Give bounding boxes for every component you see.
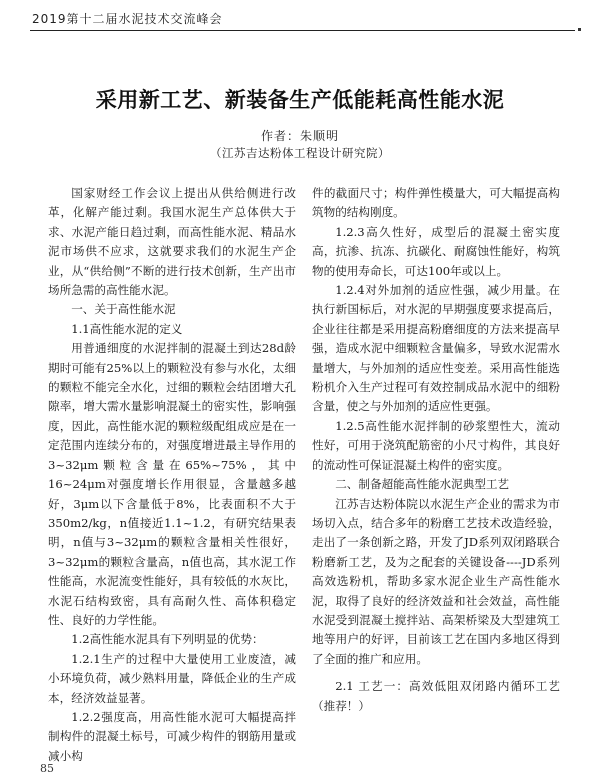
paragraph-advantage-1-2-3: 1.2.3高久性好，成型后的混凝土密实度高，抗渗、抗冻、抗碳化、耐腐蚀性能好，构筑物的使用寿命长，可达100年或以上。 — [312, 224, 560, 278]
article-title: 采用新工艺、新装备生产低能耗高性能水泥 — [95, 88, 505, 112]
page-number: 85 — [40, 762, 54, 775]
subsection-heading-1-1: 1.1高性能水泥的定义 — [71, 321, 183, 336]
subsection-heading-2-1: 2.1 工艺一：高效低阻双闭路内循环工艺（推荐！） — [312, 679, 560, 713]
article-author: 作者：朱顺明 — [260, 129, 339, 143]
paragraph-advantage-1-2-5: 1.2.5高性能水泥拌制的砂浆塑性大，流动性好，可用于浇筑配筋密的小尺寸构件，其良好的流动性可保证混凝土构件的密实度。 — [312, 418, 560, 472]
paragraph-process-intro: 江苏吉达粉体院以水泥生产企业的需求为市场切入点，结合多年的粉磨工艺技术改造经验，走出了一条创新之路，开发了JD系列双闭路联合粉磨新工艺，及为之配套的关键设备----JD系列高效选粉机，帮助多家水泥企业生产高性能水泥，取得了良好的经济效益和社会效益，高性能水泥受到混凝土搅拌站、高架桥梁及大型建筑工地等用户的好评，目前该工艺在国内多地区得到了全面的推广和应用。 — [312, 496, 560, 666]
running-header-text: 2019第十二届水泥技术交流峰会 — [32, 12, 223, 26]
paragraph-continued: 件的截面尺寸；构件弹性模量大，可大幅提高构筑物的结构刚度。 — [312, 186, 560, 220]
left-column — [48, 184, 296, 766]
section-heading-2: 二、制备超能高性能水泥典型工艺 — [335, 477, 510, 492]
paragraph-advantage-1-2-1: 1.2.1生产的过程中大量使用工业废渣，减小环境负荷，减少熟料用量，降低企业的生产成本，经济效益显著。 — [48, 651, 296, 705]
right-column — [312, 184, 560, 716]
paragraph-advantage-1-2-2: 1.2.2强度高，用高性能水泥可大幅提高拌制构件的混凝土标号，可减少构件的钢筋用量或减小构 — [48, 709, 296, 763]
paragraph-definition: 用普通细度的水泥拌制的混凝土到达28d龄期时可能有25%以上的颗粒没有参与水化，太细的颗粒不能完全水化，过细的颗粒会结团增大孔隙率，增大需水量影响混凝土的密实性，影响强度，因此，高性能水泥的颗粒级配组成应是在一定范围内连续分布的，对强度增进最主导作用的3~32μm颗粒含量在65%~75%，其中16~24μm对强度增长作用很显，含量越多越好，3μm以下含量低于8%，比表面积不大于350m2/kg，n值接近1.1~1.2，有研究结果表明，n值与3~32μm的颗粒含量相关性很好，3~32μm的颗粒含量高，n值也高，其水泥工作性能高，水泥流变性能好，具有较低的水灰比，水泥石结构致密，具有高耐久性、高体积稳定性、良好的力学性能。 — [48, 341, 296, 627]
running-header — [30, 8, 575, 31]
article-affiliation: （江苏吉达粉体工程设计研究院） — [210, 146, 390, 160]
paragraph-advantage-1-2-4: 1.2.4对外加剂的适应性强，减少用量。在执行新国标后，对水泥的早期强度要求提高后，企业往往都是采用提高粉磨细度的方法来提高早强，造成水泥中细颗粒含量偏多，导致水泥需水量增大，与外加剂的适应性变差。采用高性能选粉机介入生产过程可有效控制成品水泥中的细粉含量，使之与外加剂的适应性更强。 — [312, 283, 560, 414]
section-heading-1: 一、关于高性能水泥 — [71, 302, 176, 317]
paragraph-intro: 国家财经工作会议上提出从供给侧进行改革，化解产能过剩。我国水泥生产总体供大于求、水泥产能日趋过剩，而高性能水泥、精品水泥市场供不应求，这就要求我们的水泥生产企业，从“供给侧”不断的进行技术创新，生产出市场所急需的高性能水泥。 — [48, 186, 296, 298]
crop-mark — [578, 28, 581, 31]
subsection-heading-1-2: 1.2高性能水泥具有下列明显的优势： — [71, 632, 264, 647]
